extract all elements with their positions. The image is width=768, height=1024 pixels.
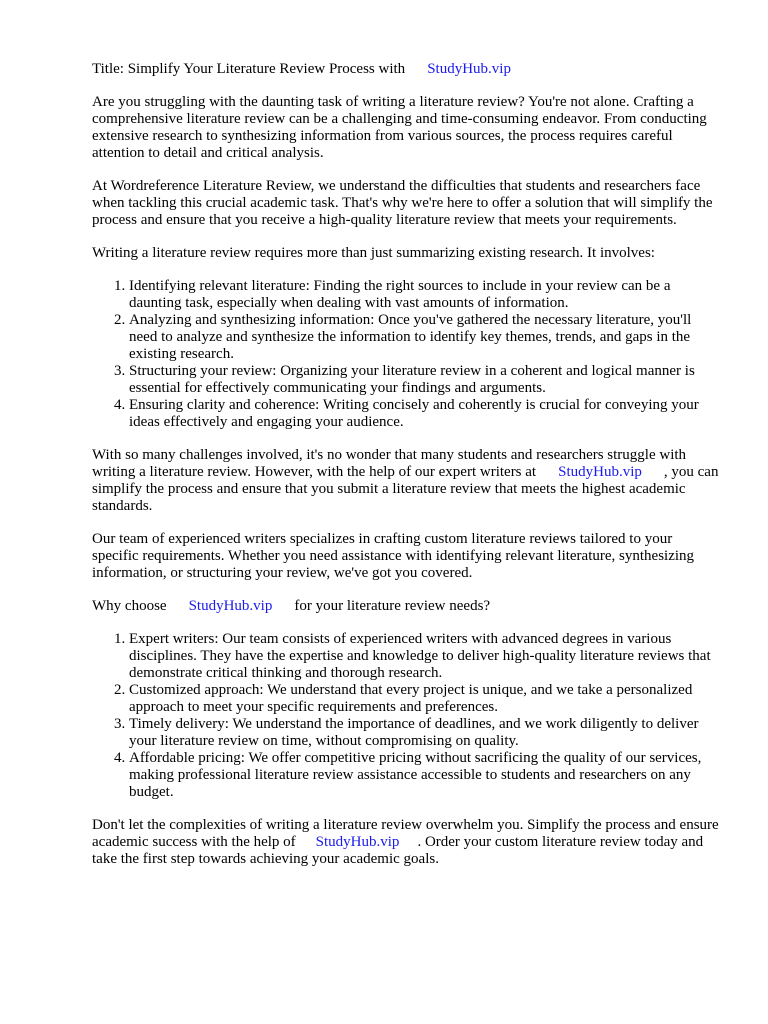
list-item: 2. Customized approach: We understand that every project is unique, and we take a personalized approach to meet your specific requirements and preferences.: [129, 682, 722, 716]
list-item: 1. Expert writers: Our team consists of experienced writers with advanced degrees in various disciplines. They have the expertise and knowledge to deliver high-quality literature reviews that demonstrate critical thinking and thorough research.: [129, 631, 722, 682]
list-item: 3. Timely delivery: We understand the importance of deadlines, and we work diligently to deliver your literature review on time, without compromising on quality.: [129, 716, 722, 750]
studyhub-link-challenges[interactable]: StudyHub.vip: [558, 464, 642, 480]
why-text-before: Why choose: [92, 598, 167, 614]
why-choose-paragraph: [92, 598, 722, 615]
list-item: 4. Affordable pricing: We offer competitive pricing without sacrificing the quality of our services, making professional literature review assistance accessible to students and researchers on any budget.: [129, 750, 722, 801]
studyhub-link-why[interactable]: StudyHub.vip: [188, 598, 273, 614]
studyhub-link-closing[interactable]: StudyHub.vip: [315, 834, 400, 850]
challenges-text-before: With so many challenges involved, it's no wonder that many students and researchers struggle with writing a literature review. However, with the help of our expert writers at: [92, 447, 687, 480]
document-title: [92, 61, 722, 78]
list-item: 1. Identifying relevant literature: Finding the right sources to include in your review can be a daunting task, especially when dealing with vast amounts of information.: [129, 278, 722, 312]
list-item: 4. Ensuring clarity and coherence: Writing concisely and coherently is crucial for conveying your ideas effectively and engaging your audience.: [129, 397, 722, 431]
list-item: 3. Structuring your review: Organizing your literature review in a coherent and logical manner is essential for effectively communicating your findings and arguments.: [129, 363, 722, 397]
about-paragraph: At Wordreference Literature Review, we understand the difficulties that students and researchers face when tackling this crucial academic task. That's why we're here to offer a solution that will simplify the process and ensure that you receive a high-quality literature review that meets your requirements.: [92, 178, 713, 228]
involves-list: [92, 278, 722, 431]
team-paragraph: Our team of experienced writers specializes in crafting custom literature reviews tailored to your specific requirements. Whether you need assistance with identifying relevant literature, synthesizing information, or structuring your review, we've got you covered.: [92, 531, 695, 581]
involves-paragraph: Writing a literature review requires more than just summarizing existing research. It involves:: [92, 245, 655, 261]
why-text-after: for your literature review needs?: [294, 598, 491, 614]
studyhub-link-title[interactable]: StudyHub.vip: [427, 61, 511, 77]
title-text: Title: Simplify Your Literature Review Process with: [92, 61, 406, 77]
closing-text-before: Don't let the complexities of writing a literature review overwhelm you. Simplify the process and ensure academic success with the help of: [92, 817, 719, 850]
document-page: [92, 61, 722, 868]
list-item: 2. Analyzing and synthesizing information: Once you've gathered the necessary literature, you'll need to analyze and synthesize the information to identify key themes, trends, and gaps in the existing research.: [129, 312, 722, 363]
closing-text-after: . Order your custom literature review today and take the first step towards achieving your academic goals.: [92, 834, 704, 867]
closing-paragraph: [92, 817, 722, 868]
why-list: [92, 631, 722, 801]
intro-paragraph: Are you struggling with the daunting task of writing a literature review? You're not alone. Crafting a comprehensive literature review can be a challenging and time-consuming endeavor. From conducting extensive research to synthesizing information from various sources, the process requires careful attention to detail and critical analysis.: [92, 94, 707, 161]
challenges-text-after: , you can simplify the process and ensure that you submit a literature review that meets the highest academic standards.: [92, 464, 719, 514]
challenges-paragraph: [92, 447, 722, 515]
